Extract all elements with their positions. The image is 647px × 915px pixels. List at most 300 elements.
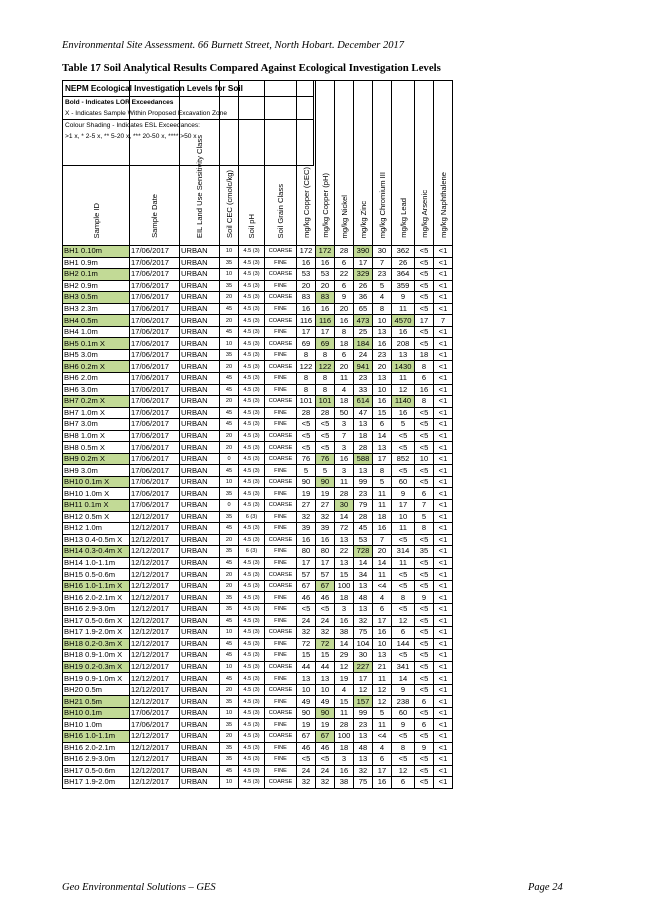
cell-pb: 9 [392,292,415,304]
cell-cu1: 20 [297,280,316,292]
cell-gr: FINE [265,615,297,627]
cell-pb: 1430 [392,361,415,373]
cell-cu1: <5 [297,754,316,766]
cell-cr: 8 [373,465,392,477]
cell-zn: 184 [354,338,373,350]
legend-shade-note: Colour Shading - Indicates ESL Exceedances: [65,122,201,129]
cell-gr: COARSE [265,534,297,546]
cell-id: BH5 3.0m [63,349,130,361]
cell-d: 17/06/2017 [130,719,180,731]
cell-cu2: 19 [316,488,335,500]
cell-pb: 11 [392,373,415,385]
cell-c: URBAN [180,765,220,777]
cell-cec: 20 [220,315,239,327]
cell-na: <1 [434,546,453,558]
cell-d: 17/06/2017 [130,442,180,454]
cell-cu2: 8 [316,384,335,396]
cell-cec: 35 [220,511,239,523]
cell-ph: 4.5 (3) [239,661,265,673]
cell-cu2: 13 [316,673,335,685]
cell-na: <1 [434,580,453,592]
cell-na: <1 [434,488,453,500]
cell-c: URBAN [180,373,220,385]
cell-cu2: 122 [316,361,335,373]
cell-as: <5 [415,257,434,269]
cell-c: URBAN [180,569,220,581]
cell-na: <1 [434,292,453,304]
cell-ph: 4.5 (3) [239,303,265,315]
cell-na: <1 [434,754,453,766]
cell-zn: 65 [354,303,373,315]
cell-cec: 10 [220,246,239,258]
cell-ph: 4.5 (3) [239,523,265,535]
cell-zn: 227 [354,661,373,673]
cell-cu1: 28 [297,407,316,419]
cell-as: <5 [415,777,434,789]
cell-cr: 14 [373,557,392,569]
cell-cu1: 53 [297,269,316,281]
cell-cec: 35 [220,754,239,766]
cell-ph: 4.5 (3) [239,742,265,754]
cell-ni: 38 [335,777,354,789]
cell-id: BH10 0.1m [63,707,130,719]
cell-ph: 6 (3) [239,546,265,558]
cell-id: BH9 0.2m X [63,453,130,465]
cell-zn: 13 [354,754,373,766]
cell-cu2: 32 [316,627,335,639]
cell-zn: 48 [354,592,373,604]
cell-ph: 4.5 (3) [239,246,265,258]
cell-id: BH17 1.9-2.0m [63,777,130,789]
cell-as: <5 [415,338,434,350]
cell-c: URBAN [180,419,220,431]
table-row [63,246,453,258]
column-header-label: mg/kg Lead [398,198,408,238]
cell-d: 17/06/2017 [130,500,180,512]
column-header-label: mg/kg Naphthalene [438,172,448,238]
cell-pb: 4570 [392,315,415,327]
cell-cr: 11 [373,500,392,512]
cell-d: 17/06/2017 [130,269,180,281]
cell-c: URBAN [180,511,220,523]
cell-d: 17/06/2017 [130,430,180,442]
cell-as: <5 [415,754,434,766]
cell-d: 12/12/2017 [130,615,180,627]
cell-cec: 45 [220,673,239,685]
cell-cr: 12 [373,696,392,708]
cell-cu1: 83 [297,292,316,304]
cell-c: URBAN [180,603,220,615]
cell-d: 17/06/2017 [130,280,180,292]
cell-id: BH7 3.0m [63,419,130,431]
cell-d: 17/06/2017 [130,453,180,465]
cell-ni: 4 [335,684,354,696]
cell-cu1: 10 [297,684,316,696]
cell-zn: 13 [354,580,373,592]
cell-pb: <5 [392,534,415,546]
cell-ph: 4.5 (3) [239,754,265,766]
cell-na: <1 [434,627,453,639]
cell-zn: 12 [354,684,373,696]
footer-page-number: Page 24 [528,882,563,893]
table-row [63,696,453,708]
cell-ph: 4.5 (3) [239,396,265,408]
cell-as: <5 [415,430,434,442]
cell-id: BH8 0.5m X [63,442,130,454]
cell-d: 17/06/2017 [130,488,180,500]
cell-na: <1 [434,696,453,708]
cell-cu2: 46 [316,592,335,604]
cell-c: URBAN [180,523,220,535]
cell-pb: 6 [392,627,415,639]
cell-ph: 4.5 (3) [239,465,265,477]
cell-cec: 45 [220,615,239,627]
cell-id: BH16 1.0-1.1m X [63,580,130,592]
cell-cr: 7 [373,257,392,269]
cell-ph: 4.5 (3) [239,373,265,385]
cell-ni: 22 [335,269,354,281]
cell-na: <1 [434,742,453,754]
cell-as: <5 [415,580,434,592]
cell-cec: 45 [220,523,239,535]
cell-cu2: 20 [316,280,335,292]
cell-cu2: 116 [316,315,335,327]
cell-gr: COARSE [265,627,297,639]
table-row [63,569,453,581]
cell-ni: 15 [335,696,354,708]
cell-na: <1 [434,419,453,431]
cell-cr: 5 [373,280,392,292]
cell-gr: FINE [265,742,297,754]
cell-id: BH9 3.0m [63,465,130,477]
cell-zn: 23 [354,719,373,731]
cell-cu2: 53 [316,269,335,281]
cell-d: 12/12/2017 [130,696,180,708]
cell-ni: 12 [335,661,354,673]
cell-id: BH3 2.3m [63,303,130,315]
cell-zn: 18 [354,430,373,442]
table-row [63,407,453,419]
cell-zn: 75 [354,777,373,789]
cell-d: 17/06/2017 [130,465,180,477]
cell-na: <1 [434,534,453,546]
cell-gr: COARSE [265,361,297,373]
cell-cu2: 27 [316,500,335,512]
table-title: Table 17 Soil Analytical Results Compared Against Ecological Investigation Levels [62,62,441,74]
cell-ni: 16 [335,615,354,627]
cell-cr: 11 [373,719,392,731]
cell-c: URBAN [180,465,220,477]
cell-cu2: 24 [316,765,335,777]
cell-cr: 6 [373,603,392,615]
cell-na: <1 [434,603,453,615]
cell-c: URBAN [180,592,220,604]
cell-as: <5 [415,557,434,569]
cell-cu2: <5 [316,419,335,431]
cell-gr: COARSE [265,246,297,258]
cell-cec: 10 [220,338,239,350]
cell-cu2: <5 [316,754,335,766]
cell-gr: FINE [265,650,297,662]
cell-gr: FINE [265,754,297,766]
cell-gr: FINE [265,638,297,650]
cell-pb: 359 [392,280,415,292]
cell-zn: 728 [354,546,373,558]
cell-pb: 364 [392,269,415,281]
cell-ph: 4.5 (3) [239,765,265,777]
cell-pb: <5 [392,442,415,454]
cell-ph: 4.5 (3) [239,569,265,581]
cell-cr: 13 [373,373,392,385]
cell-d: 12/12/2017 [130,511,180,523]
column-header [392,81,415,246]
cell-ni: 6 [335,280,354,292]
cell-ni: 16 [335,315,354,327]
cell-cec: 20 [220,430,239,442]
cell-d: 12/12/2017 [130,730,180,742]
cell-cec: 45 [220,384,239,396]
cell-cu1: 90 [297,476,316,488]
table-row [63,338,453,350]
cell-d: 12/12/2017 [130,569,180,581]
cell-cu1: 16 [297,303,316,315]
cell-as: <5 [415,476,434,488]
cell-id: BH1 0.9m [63,257,130,269]
cell-as: 8 [415,396,434,408]
cell-cr: 8 [373,303,392,315]
cell-c: URBAN [180,650,220,662]
cell-cu1: 101 [297,396,316,408]
column-header-label: Soil Grain Class [276,183,285,238]
cell-c: URBAN [180,754,220,766]
cell-pb: <5 [392,430,415,442]
cell-cec: 20 [220,442,239,454]
cell-c: URBAN [180,280,220,292]
cell-cu1: 19 [297,719,316,731]
cell-id: BH16 2.9-3.0m [63,754,130,766]
cell-cu2: 69 [316,338,335,350]
cell-pb: 12 [392,765,415,777]
cell-cr: 4 [373,292,392,304]
cell-gr: FINE [265,488,297,500]
cell-cr: 15 [373,407,392,419]
cell-pb: 6 [392,777,415,789]
cell-gr: COARSE [265,684,297,696]
cell-d: 12/12/2017 [130,754,180,766]
cell-cu1: 80 [297,546,316,558]
cell-id: BH12 1.0m [63,523,130,535]
cell-id: BH16 2.0-2.1m [63,742,130,754]
cell-ph: 4.5 (3) [239,349,265,361]
cell-d: 12/12/2017 [130,603,180,615]
cell-zn: 941 [354,361,373,373]
cell-cu2: 44 [316,661,335,673]
cell-cec: 35 [220,349,239,361]
cell-gr: COARSE [265,430,297,442]
cell-cu2: 8 [316,349,335,361]
cell-ni: 8 [335,326,354,338]
cell-d: 12/12/2017 [130,742,180,754]
cell-ni: 28 [335,719,354,731]
cell-d: 12/12/2017 [130,546,180,558]
cell-gr: FINE [265,765,297,777]
cell-ni: 7 [335,430,354,442]
cell-cec: 35 [220,719,239,731]
cell-cu2: 17 [316,326,335,338]
table-row [63,326,453,338]
cell-cu2: <5 [316,442,335,454]
cell-pb: <5 [392,603,415,615]
cell-ph: 4.5 (3) [239,534,265,546]
table-row [63,292,453,304]
cell-gr: FINE [265,603,297,615]
cell-pb: <5 [392,465,415,477]
table-row [63,615,453,627]
cell-cr: 11 [373,673,392,685]
cell-ph: 4.5 (3) [239,269,265,281]
table-row [63,546,453,558]
column-header-label: EIL Land Use Sensitivity Class [195,134,204,238]
cell-cu1: 46 [297,742,316,754]
cell-gr: FINE [265,419,297,431]
cell-d: 12/12/2017 [130,592,180,604]
cell-as: <5 [415,534,434,546]
cell-cr: 7 [373,534,392,546]
cell-cec: 45 [220,465,239,477]
cell-cu1: <5 [297,603,316,615]
cell-cu2: 24 [316,615,335,627]
cell-c: URBAN [180,557,220,569]
cell-cr: 16 [373,338,392,350]
cell-ph: 4.5 (3) [239,407,265,419]
table-row [63,661,453,673]
cell-cu1: 46 [297,592,316,604]
cell-id: BH18 0.2-0.3m X [63,638,130,650]
cell-cec: 45 [220,419,239,431]
cell-gr: FINE [265,407,297,419]
cell-id: BH3 0.5m [63,292,130,304]
cell-d: 17/06/2017 [130,338,180,350]
cell-cec: 10 [220,269,239,281]
cell-cr: 16 [373,396,392,408]
table-row [63,419,453,431]
cell-cr: 20 [373,361,392,373]
cell-pb: 8 [392,742,415,754]
cell-cu2: 15 [316,650,335,662]
cell-id: BH15 0.5-0.6m [63,569,130,581]
cell-ni: 16 [335,453,354,465]
cell-zn: 14 [354,557,373,569]
cell-cec: 20 [220,534,239,546]
cell-na: <1 [434,777,453,789]
cell-gr: FINE [265,523,297,535]
cell-d: 12/12/2017 [130,661,180,673]
cell-c: URBAN [180,269,220,281]
cell-cu1: 8 [297,373,316,385]
cell-zn: 614 [354,396,373,408]
cell-id: BH10 1.0m X [63,488,130,500]
cell-cec: 10 [220,777,239,789]
cell-cec: 35 [220,546,239,558]
cell-ph: 4.5 (3) [239,453,265,465]
cell-pb: 1140 [392,396,415,408]
cell-cu2: 17 [316,557,335,569]
cell-na: <1 [434,569,453,581]
cell-as: <5 [415,280,434,292]
table-row [63,730,453,742]
cell-na: <1 [434,349,453,361]
cell-ph: 4.5 (3) [239,476,265,488]
cell-cec: 35 [220,280,239,292]
cell-as: 8 [415,523,434,535]
table-row [63,765,453,777]
cell-as: <5 [415,326,434,338]
cell-as: 18 [415,349,434,361]
column-header-label: Soil pH [247,213,256,238]
cell-cr: 6 [373,754,392,766]
table-row [63,442,453,454]
cell-cu1: 8 [297,384,316,396]
cell-d: 17/06/2017 [130,407,180,419]
cell-zn: 329 [354,269,373,281]
cell-pb: 60 [392,476,415,488]
cell-cu1: 8 [297,349,316,361]
cell-na: <1 [434,361,453,373]
cell-zn: 25 [354,326,373,338]
cell-pb: 9 [392,684,415,696]
cell-pb: 362 [392,246,415,258]
cell-as: 9 [415,592,434,604]
cell-as: <5 [415,627,434,639]
cell-na: <1 [434,765,453,777]
cell-ni: 3 [335,419,354,431]
cell-d: 17/06/2017 [130,707,180,719]
cell-gr: COARSE [265,396,297,408]
cell-id: BH16 2.0-2.1m X [63,592,130,604]
cell-cu1: 39 [297,523,316,535]
cell-na: <1 [434,384,453,396]
cell-na: <1 [434,338,453,350]
cell-ph: 4.5 (3) [239,430,265,442]
cell-na: <1 [434,500,453,512]
cell-cr: <4 [373,730,392,742]
cell-cu1: 90 [297,707,316,719]
cell-as: <5 [415,638,434,650]
cell-gr: FINE [265,303,297,315]
cell-cu1: 15 [297,650,316,662]
cell-cr: 13 [373,442,392,454]
cell-cu1: 16 [297,534,316,546]
cell-c: URBAN [180,349,220,361]
cell-zn: 390 [354,246,373,258]
cell-ph: 4.5 (3) [239,315,265,327]
cell-cr: 16 [373,777,392,789]
cell-cu1: 24 [297,765,316,777]
cell-na: <1 [434,326,453,338]
cell-as: <5 [415,465,434,477]
cell-pb: 11 [392,523,415,535]
cell-na: <1 [434,246,453,258]
cell-cr: 14 [373,430,392,442]
cell-ni: 20 [335,361,354,373]
cell-pb: 26 [392,257,415,269]
cell-ni: 14 [335,638,354,650]
cell-na: <1 [434,615,453,627]
cell-ph: 4.5 (3) [239,696,265,708]
cell-na: <1 [434,719,453,731]
cell-zn: 28 [354,511,373,523]
legend-shade-levels: >1 x, * 2-5 x, ** 5-20 x, *** 20-50 x, **** >50 x [65,133,197,140]
